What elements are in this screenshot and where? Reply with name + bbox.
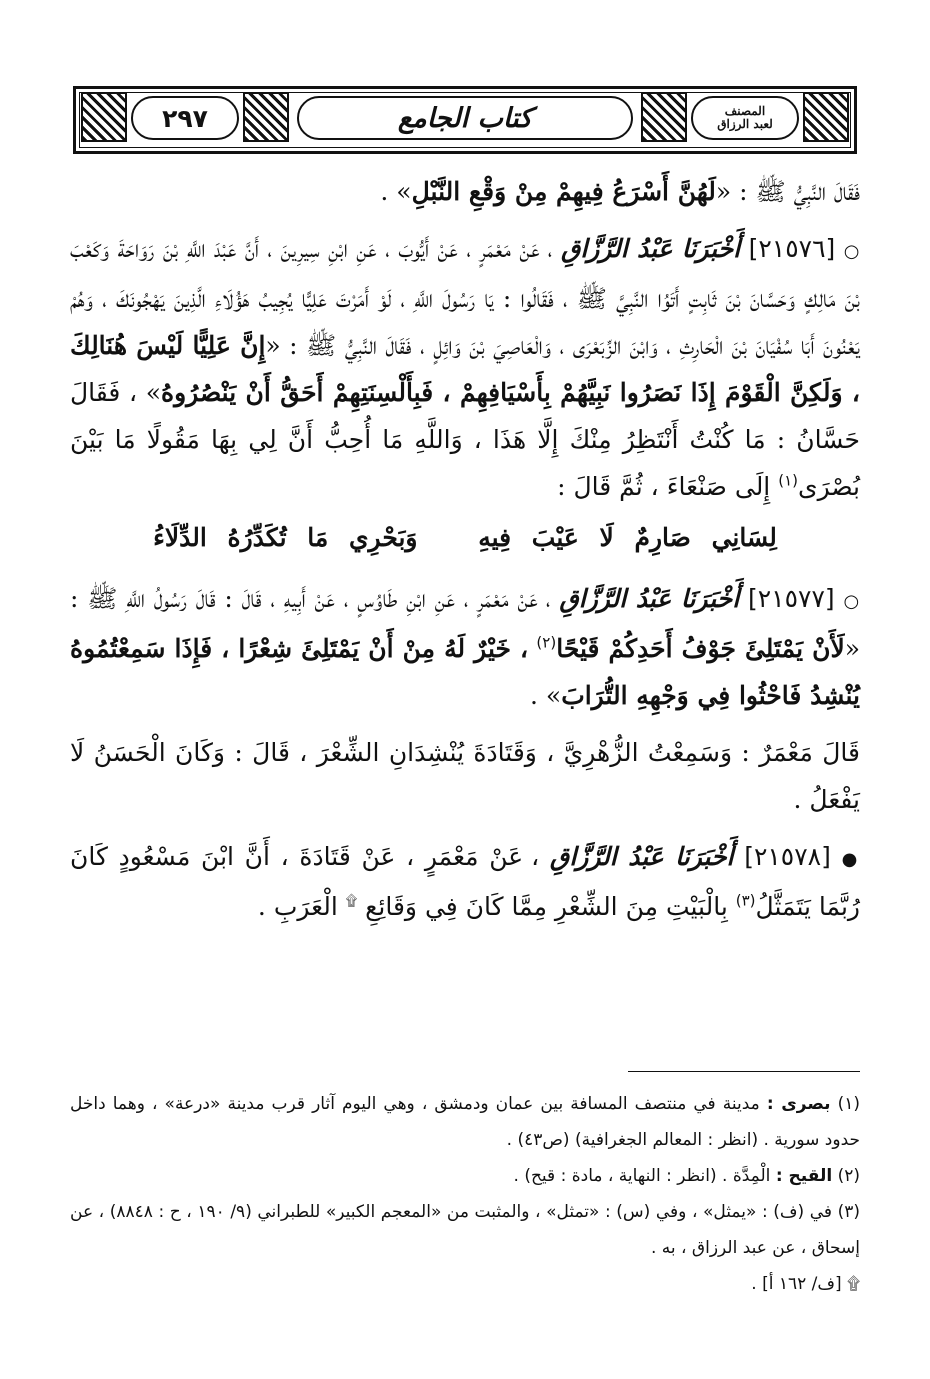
page-number-cartouche (131, 96, 239, 140)
footnote-2 (70, 1158, 860, 1194)
footnotes (70, 1086, 860, 1302)
footnote-3 (70, 1194, 860, 1266)
footnote-term: بصرى : (766, 1094, 831, 1114)
verse-first-hemistich: لِسَانِي صَارِمٌ لَا عَيْبَ فِيهِ (478, 523, 777, 552)
narrator-chain-start: أَخْبَرَنَا عَبْدُ الرَّزَّاقِ (560, 234, 741, 263)
hadith-isnad: ، عَنْ مَعْمَرٍ ، عَنْ أَيُّوبَ ، عَنِ ابْنِ سِيرِينَ ، أَنَّ عَبْدَ اللَّهِ بْنَ رَوَاحَةَ وَكَعْبَ بْنَ مَالِكٍ وَحَسَّانَ بْنَ ثَابِتٍ أَتَوُا النَّبِيَّ ﷺ ، فَقَالُوا : يَا رَسُولَ اللَّهِ ، لَوْ أَمَرْتَ عَلِيًّا يُجِيبُ هَؤُلَاءِ الَّذِينَ يَهْجُونَكَ ، وَهُمْ يَعْنُونَ أَبَا سُفْيَانَ بْنَ الْحَارِثِ ، وَابْنَ الزِّبَعْرَى ، وَالْعَاصِيَ بْنَ وَائِلٍ ، فَقَالَ النَّبِيُّ ﷺ : « (70, 234, 860, 360)
hadith-text: لَهُنَّ أَسْرَعُ فِيهِمْ مِنْ وَقْعِ النَّبْلِ (411, 177, 716, 206)
footnote-text: الْمِدَّة . (انظر : النهاية ، مادة : قيح) . (513, 1166, 771, 1186)
hadith-continuation: » ، فَقَالَ حَسَّانُ : مَا كُنْتُ أَنْتَظِرُ مِنْكَ إِلَّا هَذَا ، وَاللَّهِ مَا أُحِبُّ أَنَّ لِي بِهَا مَقُولًا مَا بَيْنَ بُصْرَى (70, 378, 860, 501)
footnote-label: (٢) (837, 1166, 860, 1186)
hadith-text: ، خَيْرٌ لَهُ مِنْ أَنْ يَمْتَلِئَ شِعْرًا ، فَإِذَا سَمِعْتُمُوهُ يُنْشِدُ فَاحْثُوا فِي وَجْهِهِ التُّرَابَ (70, 634, 860, 710)
main-text (70, 168, 860, 930)
footnote-ref: (٣) (735, 891, 756, 910)
hadith-21576 (70, 225, 860, 510)
hadith-21577: ○ [٢١٥٧٧] أَخْبَرَنَا عَبْدُ الرَّزَّاقِ ، عَنْ مَعْمَرٍ ، عَنِ ابْنِ طَاوُسٍ ، عَنْ أَبِيهِ ، قَالَ : قَالَ رَسُولُ اللَّهِ ﷺ : «لَأَنْ يَمْتَلِئَ جَوْفُ أَحَدِكُمْ قَيْحًا$^{(٢)}$ ، خَيْرٌ لَهُ مِنْ أَنْ يَمْتَلِئَ شِعْرًا ، فَإِذَا سَمِعْتُمُوهُ يُنْشِدُ فَاحْثُوا فِي وَجْهِهِ التُّرَابَ» . (70, 584, 861, 710)
page-number: ٢٩٧ (162, 103, 208, 133)
intro-line: فَقَالَ النَّبِيُّ ﷺ : «لَهُنَّ أَسْرَعُ فِيهِمْ مِنْ وَقْعِ النَّبْلِ» . (380, 177, 860, 206)
hadith-continuation: إِلَى صَنْعَاءَ ، ثُمَّ قَالَ : (557, 472, 771, 501)
mamar-comment: قَالَ مَعْمَرٌ : وَسَمِعْتُ الزُّهْرِيَّ ، وَقَتَادَةَ يُنْشِدَانِ الشِّعْرَ ، قَالَ : وَكَانَ الْحَسَنُ لَا يَفْعَلُ . (70, 738, 860, 814)
hadith-text: لَأَنْ يَمْتَلِئَ جَوْفُ أَحَدِكُمْ قَيْحًا (556, 634, 845, 663)
hadith-marker: ● (841, 849, 861, 870)
hadith-continuation: الْعَرَبِ . (257, 892, 338, 921)
hadith-marker: ○ (843, 591, 861, 612)
book-title: كتاب الجامع (397, 102, 533, 134)
manuscript-mark-icon: ۩ (345, 891, 358, 910)
narrator-chain-start: أَخْبَرَنَا عَبْدُ الرَّزَّاقِ (559, 584, 740, 613)
book-title-cartouche (297, 96, 633, 140)
hadith-text: إِنَّ عَلِيًّا لَيْسَ هُنَالِكَ ، وَلَكِنَّ الْقَوْمَ إِذَا نَصَرُوا نَبِيَّهُمْ بِأَسْيَافِهِمْ ، فَبِأَلْسِنَتِهِمْ أَحَقُّ أَنْ يَنْصُرُوهُ (70, 331, 861, 407)
source-logo-line1: المصنف (724, 104, 766, 118)
ornament-icon (81, 92, 127, 142)
footnote-label: (١) (837, 1094, 861, 1114)
ornament-icon (641, 92, 687, 142)
hadith-isnad: ، عَنْ مَعْمَرٍ ، عَنِ ابْنِ طَاوُسٍ ، عَنْ أَبِيهِ ، قَالَ : قَالَ رَسُولُ اللَّهِ ﷺ : « (70, 584, 860, 663)
hadith-number: [٢١٥٧٧] (747, 584, 835, 613)
footnote-label: (٣) (837, 1202, 860, 1222)
footnote-term: القيح : (775, 1166, 833, 1186)
manuscript-reference: ۩ [ف/ ١٦٢ أ] . (751, 1274, 860, 1294)
hadith-21578 (70, 833, 860, 930)
narrator-chain-start: أَخْبَرَنَا عَبْدُ الرَّزَّاقِ (549, 842, 734, 871)
footnote-ref: (١) (778, 471, 798, 490)
source-logo-line2: لعبد الرزاق (717, 117, 773, 131)
footnote-1 (70, 1086, 860, 1158)
ornament-icon (803, 92, 849, 142)
footnote-ref: (٢) (536, 633, 557, 652)
hadith-marker: ○ (843, 241, 860, 262)
page-header (73, 86, 857, 154)
footnote-text: مدينة في منتصف المسافة بين عمان ودمشق ، وهي اليوم آثار قرب مدينة «درعة» ، وهما داخل حدود سورية . (انظر : المعالم الجغرافية) (ص٤٣) . (70, 1094, 860, 1150)
footnote-text: في (ف) : «يمثل» ، وفي (س) : «تمثل» ، والمثبت من «المعجم الكبير» للطبراني (٩/ ١٩٠ ، ح : ٨٨٤٨) ، عن إسحاق ، عن عبد الرزاق ، به . (70, 1202, 860, 1258)
hadith-continuation: بِالْبَيْتِ مِنَ الشِّعْرِ مِمَّا كَانَ فِي وَقَائِعِ (365, 892, 728, 921)
verse-second-hemistich: وَبَحْرِي مَا تُكَدِّرُهُ الدِّلَاءُ (153, 523, 418, 552)
hadith-isnad: ، عَنْ مَعْمَرٍ ، عَنْ قَتَادَةَ ، أَنَّ ابْنَ مَسْعُودٍ كَانَ رُبَّمَا يَتَمَثَّلُ (70, 842, 860, 921)
ornament-icon (243, 92, 289, 142)
footnote-divider (628, 1071, 860, 1072)
poetry-verse (70, 514, 860, 561)
hadith-number: [٢١٥٧٦] (748, 234, 836, 263)
hadith-number: [٢١٥٧٨] (744, 842, 831, 871)
source-logo (691, 96, 799, 140)
